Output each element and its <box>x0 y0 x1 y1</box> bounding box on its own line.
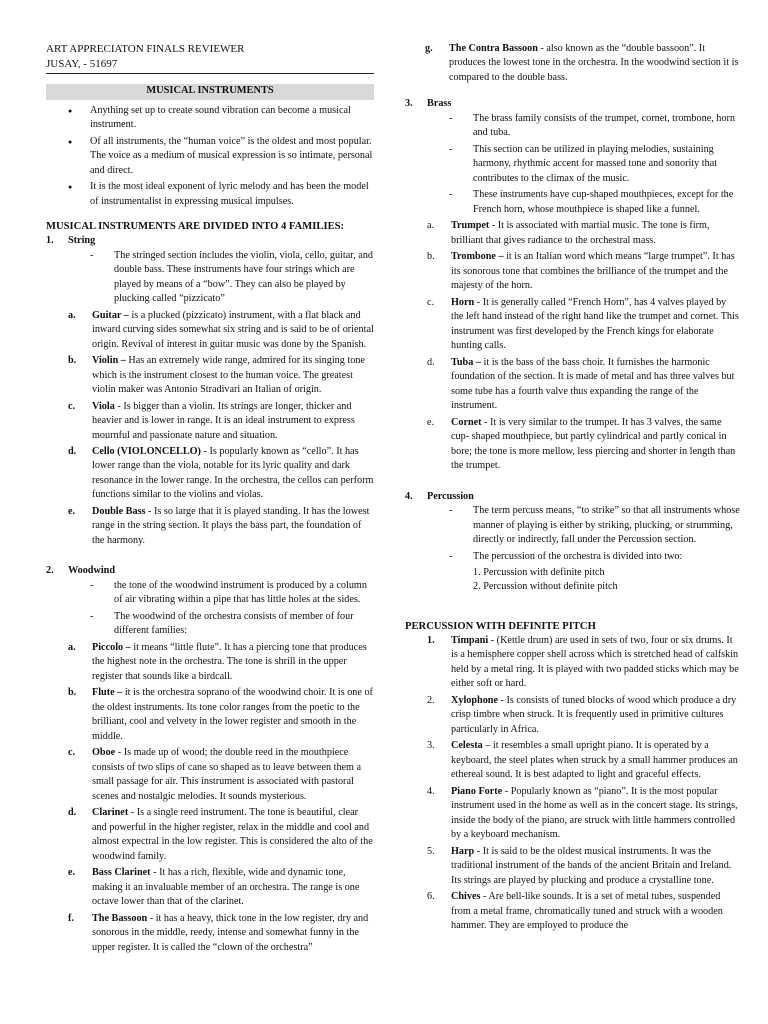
list-item: b. Violin – Has an extremely wide range, admired for its singing tone which is the instrument closest to the human voice. The greatest violin maker was Antonio Stradivari an Italian of origin. <box>68 355 365 396</box>
list-item: e. Double Bass - Is so large that it is played standing. It has the lowest range in the string section. It plays the bass part, the foundation of the harmony. <box>68 505 370 546</box>
list-item: - The stringed section includes the violin, viola, cello, guitar, and double bass. These instruments have four strings which are played by means of a “bow”. They can also be played by plucking called “pizzicato” <box>90 249 374 307</box>
family-string <box>46 234 374 548</box>
list-item: 1. Timpani - (Kettle drum) are used in sets of two, four or six drums. It is a hemisphere copper shell across which is stretched head of calfskin held by a metal ring. It is played with two padded sticks which may be either soft or hard. <box>427 634 739 690</box>
spacer <box>46 550 374 564</box>
list-item: c. Viola - Is bigger than a violin. Its strings are longer, thicker and heavier and is lower in range. It is an ideal instrument to express mournful and passionate nature and situation. <box>68 400 355 441</box>
spacer <box>405 595 741 609</box>
instrument-list <box>405 219 741 473</box>
instrument-list <box>46 641 374 955</box>
definite-pitch-list <box>405 634 741 934</box>
list-item: e. Bass Clarinet - It has a rich, flexible, wide and dynamic tone, making it an invaluable member of an orchestra. The range is one octave lower than that of the clarinet. <box>68 867 360 908</box>
list-item: - The woodwind of the orchestra consists of member of four different families: <box>90 610 374 639</box>
family-heading: 4. Percussion <box>405 490 474 502</box>
list-item: d. Tuba – it is the bass of the bass choir. It furnishes the harmonic foundation of the section. It is made of metal and has three valves but some tube has a fourth valve thus expanding the range of the instrument. <box>427 356 735 412</box>
list-item: d. Clarinet - Is a single reed instrument. The tone is beautiful, clear and powerful in the higher register, relax in the middle and cool and almost expectral in the low register. This is considered the alto of the woodwind family. <box>68 807 373 862</box>
list-item: c. Oboe - Is made up of wood; the double reed in the mouthpiece consists of two slips of cane so shaped as to leave between them a small passage for air. This instrument is associated with pastoral scenes and nostalgic melodies. It sounds mysterious. <box>68 747 362 802</box>
list-item: a. Guitar – is a plucked (pizzicato) instrument, with a flat black and inward curving sides somewhat six string and is said to be of oriental origin. Revival of interest in guitar music was done by the Spanish. <box>68 309 374 350</box>
percussion-types <box>405 566 741 595</box>
list-item: - These instruments have cup-shaped mouthpieces, except for the French horn, whose mouthpiece is shaped like a funnel. <box>449 188 741 217</box>
definite-pitch-heading: PERCUSSION WITH DEFINITE PITCH <box>405 620 596 632</box>
list-item: 1. Percussion with definite pitch <box>473 566 605 578</box>
intro-bullets <box>46 104 374 209</box>
list-item: b. Trombone – it is an Italian word which means “large trumpet”. It has its sonorous tone that combines the brilliance of the trumpet and the majesty of the horn. <box>427 251 735 292</box>
right-column <box>405 42 741 936</box>
list-item: b. Flute – it is the orchestra soprano of the woodwind choir. It is one of the oldest instruments. Its tone color ranges from the poetic to the brilliant, cool and velvety in the lower register and smooth in the middle. <box>68 687 373 742</box>
instrument-list <box>46 309 374 549</box>
author-line: JUSAY, - 51697 <box>46 57 118 70</box>
family-brass <box>405 97 741 473</box>
list-item: e. Cornet - It is very similar to the trumpet. It has 3 valves, the same cup- shaped mouthpiece, but partly cylindrical and partly conical in bore; the tone is more mellow, less piercing and shorter in length than the trumpet. <box>427 416 736 472</box>
document-title: ART APPRECIATON FINALS REVIEWER <box>46 43 245 55</box>
dash-list <box>46 249 374 307</box>
spacer <box>405 609 741 615</box>
list-item: - This section can be utilized in playing melodies, sustaining harmony, rhythmic accent for massed tone and sonority that contributes to the climax of the music. <box>449 143 741 186</box>
spacer <box>405 476 741 490</box>
left-column <box>46 42 374 957</box>
header-rule <box>46 73 374 74</box>
list-item: - The brass family consists of the trumpet, cornet, trombone, horn and tuba. <box>449 112 741 141</box>
list-item: 2. Percussion without definite pitch <box>473 581 618 593</box>
list-item: 4. Piano Forte - Popularly known as “piano”. It is the most popular instrument used in the home as well as in the concert stage. Its strings, inside the body of the piano, are struck with little hammers controlled by a keyboard mechanism. <box>427 785 738 841</box>
list-item: - the tone of the woodwind instrument is produced by a column of air vibrating within a pipe that has little holes at the sides. <box>90 579 374 608</box>
list-item: f. The Bassoon - it has a heavy, thick tone in the low register, dry and sonorous in the middle, reedy, intense and somewhat funny in the upper register. It is called the “clown of the orchestra” <box>68 912 369 953</box>
family-heading: 3. Brass <box>405 98 452 110</box>
list-item: 2. Xylophone - Is consists of tuned blocks of wood which produce a dry crisp timbre when struck. It is frequently used in primitive cultures particularly in Africa. <box>427 694 737 735</box>
list-item: 5. Harp - It is said to be the oldest musical instruments. It was the traditional instrument of the bands of the ancient Britain and Ireland. Its strings are played by plucking and produce a crystalline tone. <box>427 845 732 886</box>
list-item: 3. Celesta – it resembles a small upright piano. It is operated by a keyboard, the steel plates when struck by a small hammer produces an ethereal sound. It is best adapted to light and graceful effects. <box>427 740 738 781</box>
dash-list <box>46 579 374 639</box>
list-item: g. The Contra Bassoon - also known as the “double bassoon”. It produces the lowest tone in the orchestra. In the woodwind section it is compared to the double bass. <box>425 43 739 83</box>
family-percussion <box>405 490 741 595</box>
list-item: c. Horn - It is generally called “French Horn”, has 4 valves played by the left hand instead of the right hand like the trumpet and cornet. This instrument was first developed by the French kings for elaborate hunting calls. <box>427 296 739 352</box>
list-item: ● Of all instruments, the “human voice” is the oldest and most popular. The voice as a medium of musical expression is so intimate, personal and direct. <box>68 135 374 178</box>
family-heading: 1. String <box>46 235 96 247</box>
section-title: MUSICAL INSTRUMENTS <box>46 84 374 100</box>
list-item: ● Anything set up to create sound vibration can become a musical instrument. <box>68 104 374 133</box>
dash-list <box>405 112 741 217</box>
dash-list <box>405 504 741 564</box>
list-item: d. Cello (VIOLONCELLO) - Is popularly known as “cello”. It has lower range than the viola, notable for its lyric quality and dark resonance in the lower range. In the orchestra, the cellos can perform functions similar to the violins and violas. <box>68 446 374 501</box>
list-item: - The percussion of the orchestra is divided into two: <box>449 550 741 564</box>
list-item: a. Piccolo – it means “little flute”. It has a piercing tone that produces the highest note in the orchestra. The tone is shrill in the upper register that sounds like a birdcall. <box>68 641 367 682</box>
family-woodwind <box>46 564 374 955</box>
list-item: - The term percuss means, “to strike” so that all instruments whose manner of playing is either by striking, plucking, or strumming, directly or indirectly, fall under the Percussion section. <box>449 504 741 547</box>
list-item: 6. Chives - Are bell-like sounds. It is a set of metal tubes, suspended from a metal frame, chromatically tuned and struck with a wooden hammer. They are employed to produce the <box>427 891 723 932</box>
list-item: a. Trumpet - It is associated with martial music. The tone is firm, brilliant that gives radiance to the orchestral mass. <box>427 220 710 246</box>
list-item: ● It is the most ideal exponent of lyric melody and has been the model of instrumentalist in expressing musical impulses. <box>68 180 374 209</box>
families-heading: MUSICAL INSTRUMENTS ARE DIVIDED INTO 4 FAMILIES: <box>46 221 345 233</box>
family-heading: 2. Woodwind <box>46 565 115 577</box>
